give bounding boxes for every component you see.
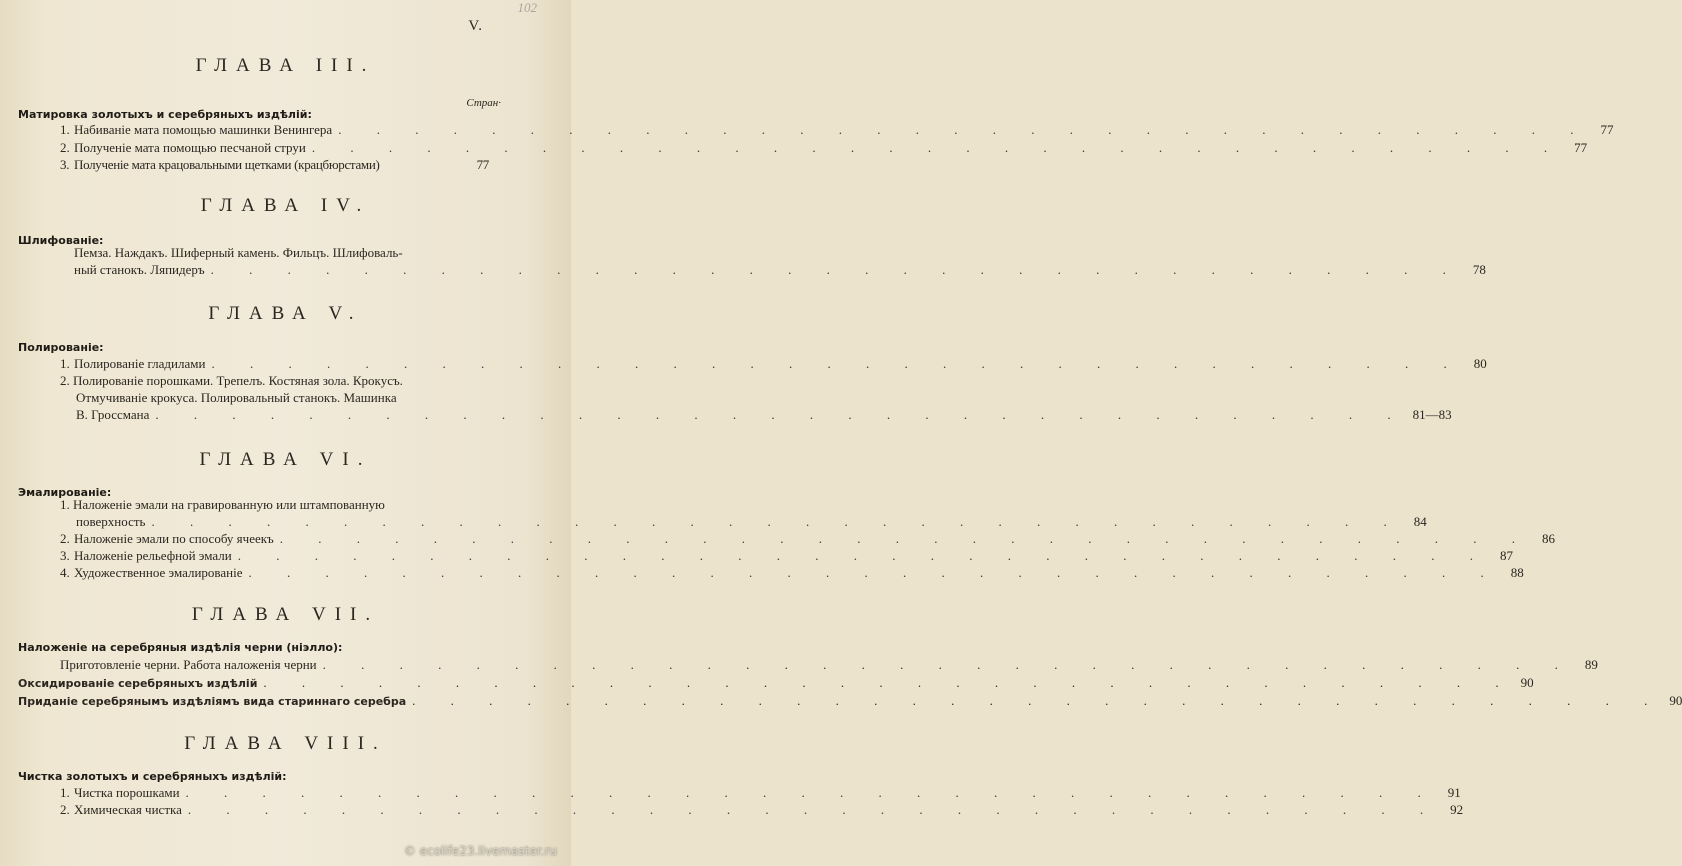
- entry-text: 2. Полированіе порошками. Трепелъ. Костяная зола. Крокусъ.: [60, 373, 403, 388]
- entry-text: В. Гроссмана: [76, 407, 150, 422]
- entry-page: 81—83: [1412, 407, 1452, 422]
- chapter-6-section: Эмалированіе:: [18, 486, 112, 499]
- toc-entry: [60, 140, 1588, 156]
- toc-entry: [76, 514, 1427, 530]
- leader-dots: . . . . . . . . . . . . . . . . . . . . . . . . . . . . . . . . .: [322, 657, 1574, 672]
- leader-dots: . . . . . . . . . . . . . . . . . . . . . . . . . . . . . . . . .: [155, 407, 1407, 422]
- entry-page: 77: [476, 157, 489, 172]
- page-column-label: Стран·: [466, 97, 501, 109]
- entry-text: ный станокъ. Ляпидеръ: [74, 262, 205, 277]
- entry-text: Полученіе мата крацовальными щетками (крацбюрстами): [74, 157, 380, 172]
- chapter-3-title: ГЛАВА III.: [195, 55, 376, 76]
- entry-text: Набиваніе мата помощью машинки Венингера: [74, 122, 333, 137]
- entry-text: 1. Наложеніе эмали на гравированную или штампованную: [60, 497, 385, 512]
- toc-entry: [60, 802, 1464, 818]
- entry-page: 88: [1510, 565, 1524, 580]
- chapter-7-section: Наложеніе на серебряныя издѣлія черни (ніэлло):: [18, 641, 343, 654]
- leader-dots: . . . . . . . . . . . . . . . . . . . . . . . . . . . . . . . . .: [187, 802, 1440, 817]
- entry-page: 87: [1500, 548, 1513, 563]
- entry-text: Приготовленіе черни. Работа наложенія черни: [60, 657, 317, 672]
- entry-text: Пемза. Наждакъ. Шиферный камень. Фильцъ. Шлифоваль-: [74, 245, 403, 260]
- entry-text: Художественное эмалированіе: [74, 565, 243, 580]
- leader-dots: . . . . . . . . . . . . . . . . . . . . . . . . . . . . . . . . .: [248, 565, 1500, 580]
- entry-page: 91: [1447, 785, 1461, 800]
- chapter-8-title: ГЛАВА VIII.: [184, 733, 387, 754]
- chapter-3-section: Матировка золотыхъ и серебряныхъ издѣлій:: [18, 108, 312, 121]
- entry-page: 78: [1472, 262, 1486, 277]
- toc-entry: [60, 785, 1461, 801]
- watermark: © ecolife23.livemaster.ru: [403, 844, 557, 858]
- toc-entry: [74, 262, 1486, 278]
- entry-text: Полученіе мата помощью песчаной струи: [74, 140, 306, 155]
- entry-text: Полированіе гладилами: [74, 356, 206, 371]
- entry-page: 90: [1520, 675, 1534, 690]
- entry-number: 2.: [60, 140, 70, 155]
- toc-entry: [60, 531, 1556, 547]
- toc-entry: [60, 565, 1524, 581]
- toc-entry: [60, 548, 1513, 564]
- leader-dots: . . . . . . . . . . . . . . . . . . . . . . . . . . . . . . . . .: [151, 514, 1403, 529]
- leader-dots: . . . . . . . . . . . . . . . . . . . . . . . . . . . . . . . . .: [279, 531, 1532, 546]
- entry-text: Чистка порошками: [74, 785, 180, 800]
- entry-number: 1.: [60, 356, 70, 371]
- entry-text: поверхность: [76, 514, 146, 529]
- entry-page: 77: [1600, 122, 1614, 137]
- toc-entry: [60, 356, 1487, 372]
- entry-number: 3.: [60, 548, 70, 563]
- toc-entry: [18, 693, 1682, 709]
- leader-dots: . . . . . . . . . . . . . . . . . . . . . . . . . . . . . . . . .: [412, 693, 1664, 708]
- chapter-5-title: ГЛАВА V.: [208, 303, 363, 324]
- entry-text: Приданіе серебрянымъ издѣліямъ вида стариннаго серебра: [18, 695, 407, 708]
- chapter-5-section: Полированіе:: [18, 341, 104, 354]
- toc-entry: [60, 122, 1614, 138]
- pencil-page-mark: 102: [517, 0, 537, 15]
- toc-entry: [60, 657, 1598, 673]
- entry-page: 77: [1574, 140, 1588, 155]
- entry-page: 80: [1473, 356, 1487, 371]
- chapter-4-section: Шлифованіе:: [18, 234, 104, 247]
- entry-number: 4.: [60, 565, 70, 580]
- entry-number: 2.: [60, 802, 70, 817]
- entry-text: Наложеніе рельефной эмали: [74, 548, 232, 563]
- toc-entry: [18, 675, 1534, 691]
- leader-dots: . . . . . . . . . . . . . . . . . . . . . . . . . . . . . . . . .: [210, 262, 1462, 277]
- entry-number: 1.: [60, 785, 70, 800]
- chapter-4-title: ГЛАВА IV.: [200, 195, 371, 216]
- page-number: V.: [468, 18, 483, 34]
- entry-page: 90: [1669, 693, 1682, 708]
- toc-entry: [60, 157, 489, 173]
- entry-page: 89: [1584, 657, 1598, 672]
- entry-text: Оксидированіе серебряныхъ издѣлій: [18, 677, 258, 690]
- entry-text: Химическая чистка: [74, 802, 182, 817]
- entry-page: 92: [1450, 802, 1464, 817]
- leader-dots: . . . . . . . . . . . . . . . . . . . . . . . . . . . . . . . . .: [338, 122, 1590, 137]
- entry-number: 3.: [60, 157, 70, 172]
- entry-page: 84: [1413, 514, 1427, 529]
- entry-text: Отмучиваніе крокуса. Полировальный станокъ. Машинка: [76, 390, 397, 405]
- chapter-8-section: Чистка золотыхъ и серебряныхъ издѣлій:: [18, 770, 287, 783]
- leader-dots: . . . . . . . . . . . . . . . . . . . . . . . . . . . . . . . . .: [211, 356, 1463, 371]
- chapter-7-title: ГЛАВА VII.: [191, 604, 380, 625]
- leader-dots: . . . . . . . . . . . . . . . . . . . . . . . . . . . . . . . . .: [311, 140, 1564, 155]
- entry-text: Наложеніе эмали по способу ячеекъ: [74, 531, 274, 546]
- toc-entry: [76, 407, 1452, 423]
- leader-dots: . . . . . . . . . . . . . . . . . . . . . . . . . . . . . . . . .: [237, 548, 1489, 563]
- entry-number: 2.: [60, 531, 70, 546]
- chapter-6-title: ГЛАВА VI.: [199, 449, 372, 470]
- entry-number: 1.: [60, 122, 70, 137]
- leader-dots: . . . . . . . . . . . . . . . . . . . . . . . . . . . . . . . . .: [185, 785, 1437, 800]
- leader-dots: . . . . . . . . . . . . . . . . . . . . . . . . . . . . . . . . .: [263, 675, 1515, 690]
- entry-page: 86: [1542, 531, 1556, 546]
